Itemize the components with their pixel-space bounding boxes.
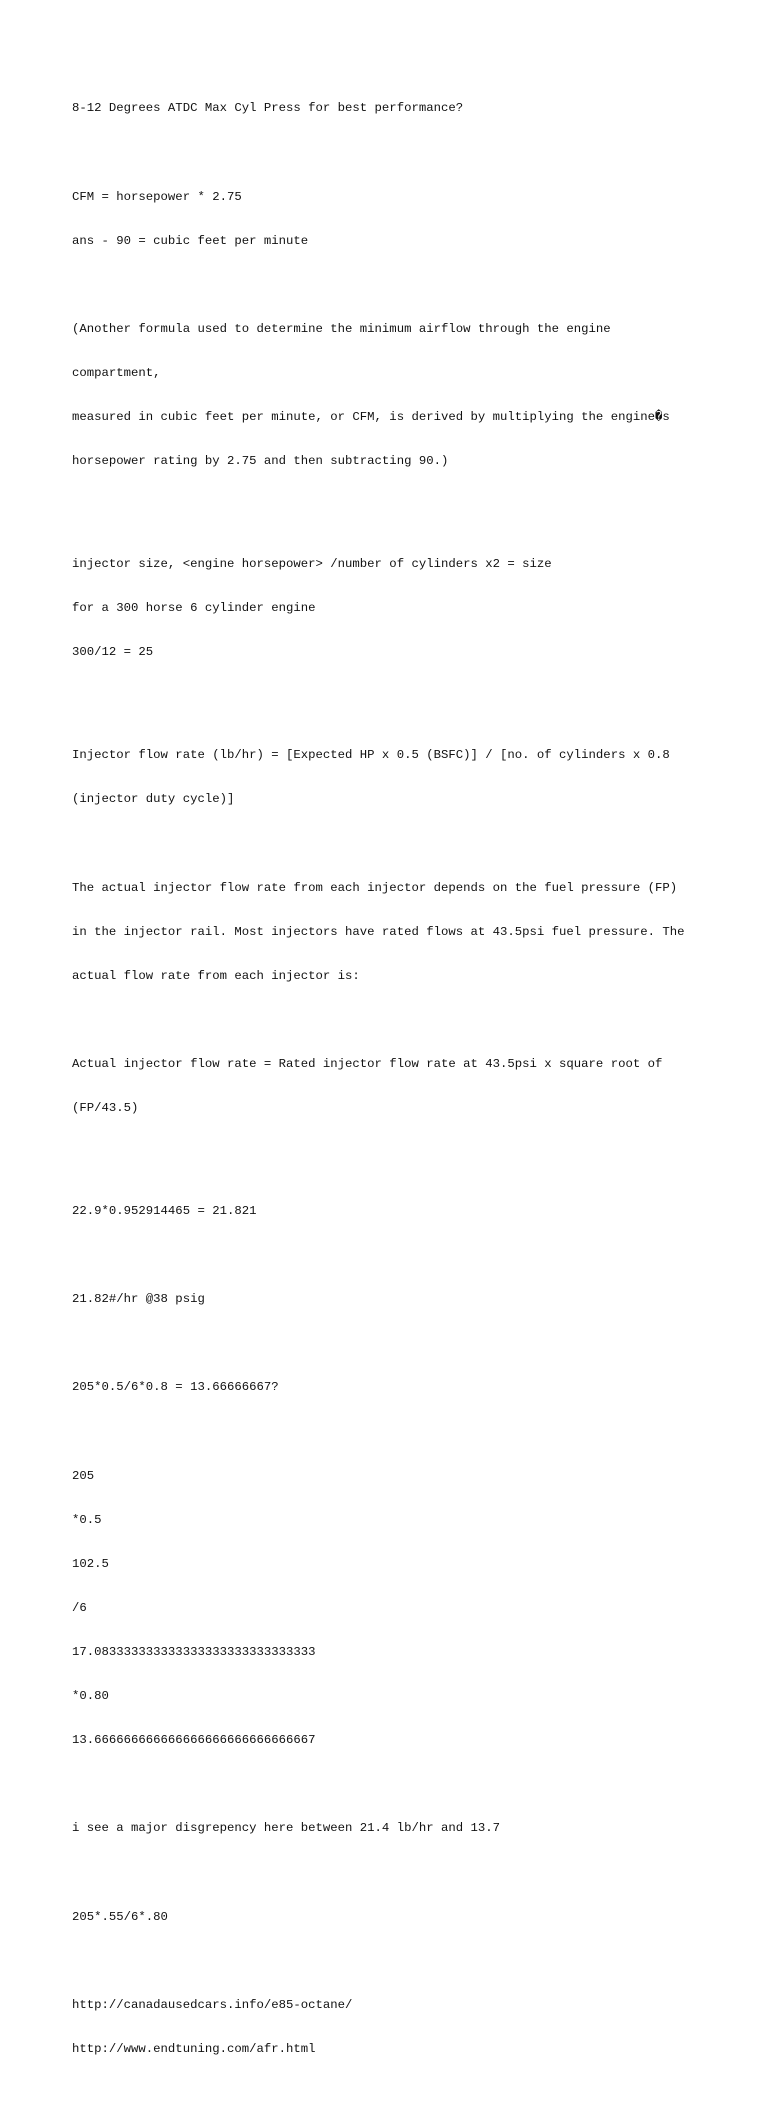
paragraph-max-cyl-press xyxy=(72,72,712,146)
text-line: 17.083333333333333333333333333333 xyxy=(72,1645,316,1660)
text-line: The actual injector flow rate from each injector depends on the fuel pressure (FP) xyxy=(72,880,678,895)
text-line: *0.80 xyxy=(72,1689,109,1704)
text-line: in the injector rail. Most injectors have rated flows at 43.5psi fuel pressure. The xyxy=(72,924,685,939)
blank-line xyxy=(72,513,712,528)
text-line: Actual injector flow rate = Rated injector flow rate at 43.5psi x square root of xyxy=(72,1056,663,1071)
text-line: 22.9*0.952914465 = 21.821 xyxy=(72,1203,257,1218)
paragraph-cfm-formula xyxy=(72,160,712,278)
text-line: i see a major disgrepency here between 21.4 lb/hr and 13.7 xyxy=(72,1821,501,1836)
paragraph-calc-3 xyxy=(72,1351,712,1425)
text-line: actual flow rate from each injector is: xyxy=(72,968,360,983)
text-line: 8-12 Degrees ATDC Max Cyl Press for best performance? xyxy=(72,101,464,116)
blank-line xyxy=(72,1160,712,1175)
paragraph-airflow-note xyxy=(72,293,712,499)
document-page xyxy=(72,72,712,2101)
text-line: ans - 90 = cubic feet per minute xyxy=(72,233,309,248)
paragraph-calc-4 xyxy=(72,1880,712,1954)
blank-line xyxy=(72,704,712,719)
url-text: http://www.endtuning.com/afr.html xyxy=(72,2041,316,2056)
paragraph-actual-flow-explanation xyxy=(72,851,712,1013)
text-line: 13.666666666666666666666666666667 xyxy=(72,1733,316,1748)
text-line: 300/12 = 25 xyxy=(72,645,154,660)
paragraph-calc-1 xyxy=(72,1175,712,1249)
paragraph-injector-flow-rate xyxy=(72,719,712,837)
paragraph-links xyxy=(72,1968,712,2086)
text-line: Injector flow rate (lb/hr) = [Expected HP x 0.5 (BSFC)] / [no. of cylinders x 0.8 xyxy=(72,748,670,763)
text-line: 205*.55/6*.80 xyxy=(72,1909,168,1924)
text-line: (injector duty cycle)] xyxy=(72,792,235,807)
text-line: *0.5 xyxy=(72,1512,102,1527)
paragraph-actual-flow-formula xyxy=(72,1028,712,1146)
text-line: (FP/43.5) xyxy=(72,1101,139,1116)
text-line: for a 300 horse 6 cylinder engine xyxy=(72,601,316,616)
text-line: /6 xyxy=(72,1600,87,1615)
paragraph-calc-2 xyxy=(72,1263,712,1337)
text-line: CFM = horsepower * 2.75 xyxy=(72,189,242,204)
text-line: injector size, <engine horsepower> /number of cylinders x2 = size xyxy=(72,557,552,572)
text-line: 205 xyxy=(72,1468,95,1483)
text-line: 102.5 xyxy=(72,1556,109,1571)
paragraph-calc-steps xyxy=(72,1439,712,1777)
paragraph-discrepancy-note xyxy=(72,1792,712,1866)
text-line: horsepower rating by 2.75 and then subtracting 90.) xyxy=(72,454,449,469)
text-line: compartment, xyxy=(72,366,161,381)
text-line: 21.82#/hr @38 psig xyxy=(72,1292,205,1307)
url-text: http://canadausedcars.info/e85-octane/ xyxy=(72,1997,353,2012)
text-line: (Another formula used to determine the minimum airflow through the engine xyxy=(72,321,611,336)
text-line: measured in cubic feet per minute, or CFM, is derived by multiplying the engine�s xyxy=(72,410,670,425)
paragraph-injector-size xyxy=(72,528,712,690)
text-line: 205*0.5/6*0.8 = 13.66666667? xyxy=(72,1380,279,1395)
